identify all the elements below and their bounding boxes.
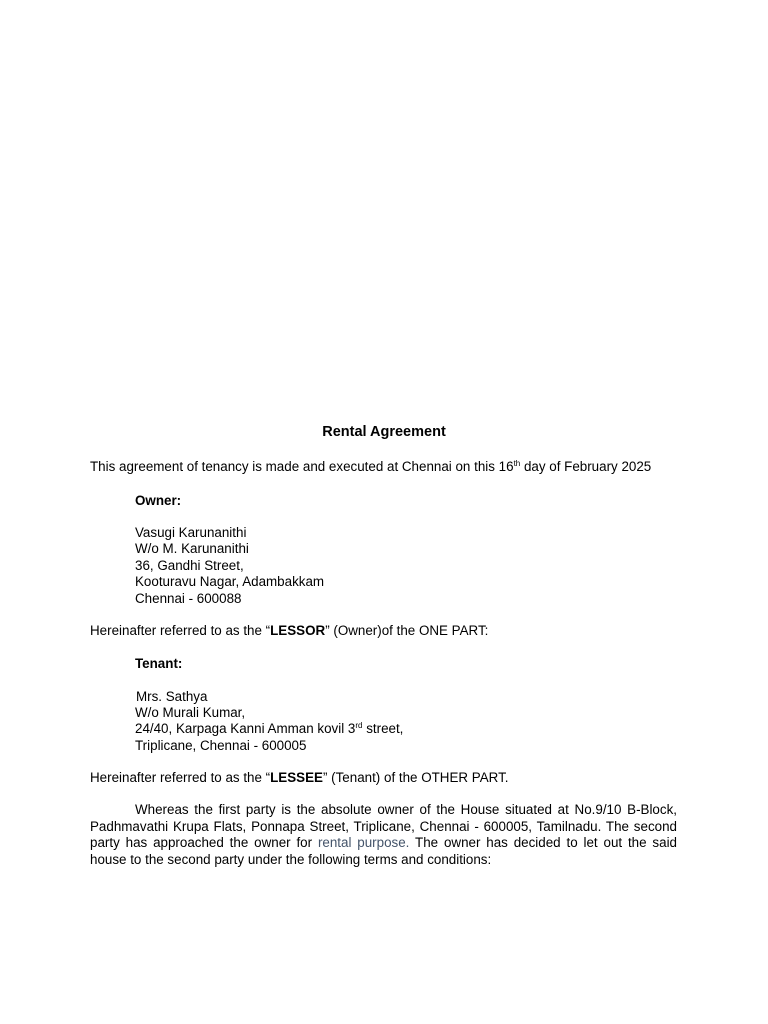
lessor-text: Hereinafter referred to as the “ [90,623,271,638]
tenant-heading: Tenant: [135,656,183,671]
intro-line [90,459,651,476]
owner-street: 36, Gandhi Street, [135,558,244,573]
lessee-term: LESSEE [270,770,323,785]
lessor-term: LESSOR [270,623,326,638]
whereas-paragraph [90,802,677,868]
owner-name: Vasugi Karunanithi [135,525,247,540]
whereas-highlight: rental purpose. [317,835,410,850]
owner-relation: W/o M. Karunanithi [135,541,249,556]
lessee-text-end: ” (Tenant) of the OTHER PART. [322,770,509,785]
whereas-text: Whereas the first party is the absolute owner of the House situated at No.9/10 B-Block, Padhmavathi Krupa Flats, Ponnapa Street, Triplicane, Chennai - 600005, Tamilnadu. The second party has approached the owner for [90,802,677,850]
intro-text-end: day of February 2025 [520,459,652,474]
owner-heading: Owner: [135,493,182,508]
whereas-text-end: The owner has decided to let out the said house to the second party under the following terms and conditions: [90,835,677,867]
tenant-city: Triplicane, Chennai - 600005 [135,738,307,753]
lessee-text: Hereinafter referred to as the “ [90,770,271,785]
lessor-line [90,623,488,640]
owner-city: Chennai - 600088 [135,591,242,606]
document-title: Rental Agreement [322,424,446,440]
tenant-street-superscript: rd [355,721,363,730]
tenant-relation: W/o Murali Kumar, [135,705,246,720]
lessor-text-end: ” (Owner)of the ONE PART: [325,623,489,638]
tenant-street-text-end: street, [362,721,404,736]
lessee-line [90,770,509,787]
tenant-street [135,721,403,738]
tenant-street-text: 24/40, Karpaga Kanni Amman kovil 3 [135,721,356,736]
owner-locality: Kooturavu Nagar, Adambakkam [135,574,325,589]
tenant-name: Mrs. Sathya [136,689,208,704]
intro-superscript: th [513,459,521,468]
intro-text: This agreement of tenancy is made and executed at Chennai on this 16 [90,459,514,474]
